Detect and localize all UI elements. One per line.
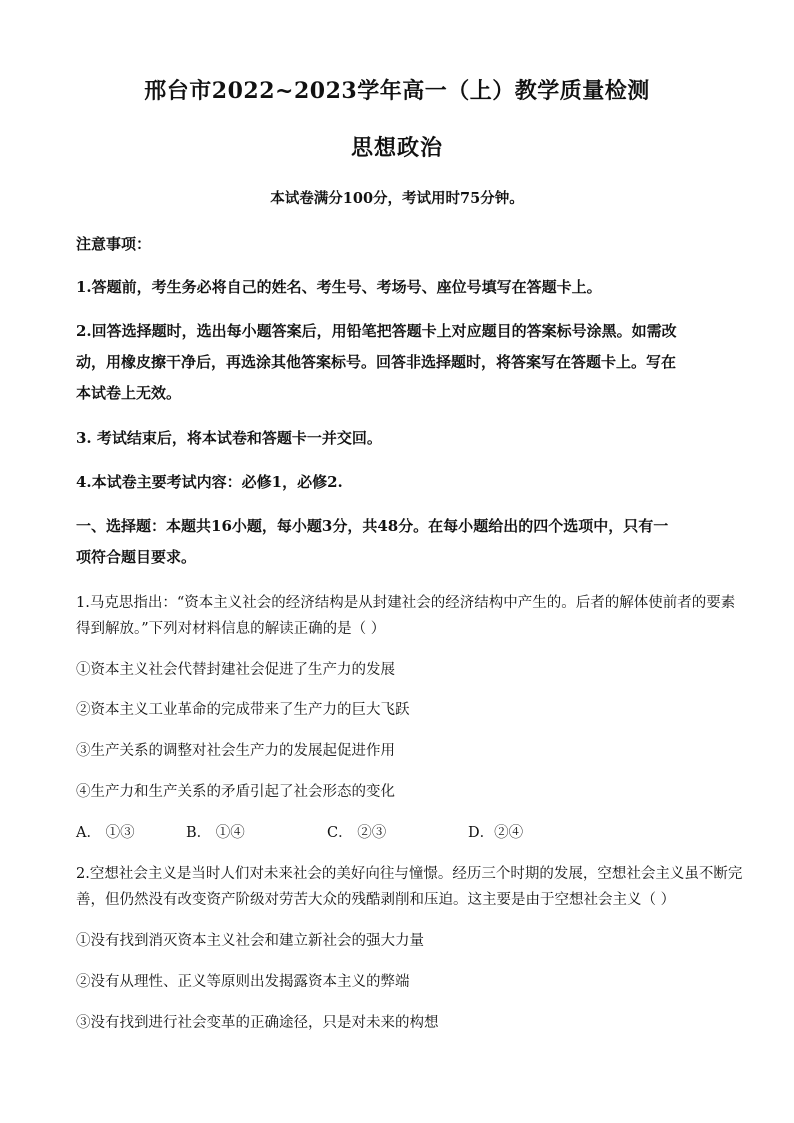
q1-statement-1: ①资本主义社会代替封建社会促进了生产力的发展 [76, 662, 395, 678]
section-heading-line-2: 项符合题目要求。 [76, 548, 197, 566]
q2-statement-2: ②没有从理性、正义等原则出发揭露资本主义的弊端 [76, 974, 410, 990]
notice-item-2-line-3: 本试卷上无效。 [76, 384, 182, 402]
q1-stem-line-2: 得到解放。”下列对材料信息的解读正确的是（ ） [76, 621, 386, 637]
subject-title: 思想政治 [350, 135, 443, 161]
q1-stem-line-1: 1.马克思指出：“资本主义社会的经济结构是从封建社会的经济结构中产生的。后者的解体使前者的要素 [76, 595, 736, 611]
q1-option-b: B． ①④ [186, 825, 245, 841]
notice-item-2-line-2: 动，用橡皮擦干净后，再选涂其他答案标号。回答非选择题时，将答案写在答题卡上。写在 [76, 353, 677, 371]
q1-option-a: A． ①③ [76, 825, 135, 841]
q2-statement-1: ①没有找到消灭资本主义社会和建立新社会的强大力量 [76, 933, 424, 949]
q1-option-c: C． ②③ [327, 825, 387, 841]
q1-statement-3: ③生产关系的调整对社会生产力的发展起促进作用 [76, 743, 395, 759]
q2-stem-line-1: 2.空想社会主义是当时人们对未来社会的美好向往与憧憬。经历三个时期的发展，空想社会主义虽不断完 [76, 866, 743, 882]
q1-statement-4: ④生产力和生产关系的矛盾引起了社会形态的变化 [76, 784, 395, 800]
q1-option-d: D．②④ [468, 825, 524, 841]
notice-item-1: 1.答题前，考生务必将自己的姓名、考生号、考场号、座位号填写在答题卡上。 [76, 278, 602, 296]
notice-item-3: 3. 考试结束后，将本试卷和答题卡一并交回。 [76, 429, 382, 447]
exam-info: 本试卷满分100分，考试用时75分钟。 [270, 190, 524, 207]
q1-statement-2: ②资本主义工业革命的完成带来了生产力的巨大飞跃 [76, 702, 410, 718]
notice-item-4: 4.本试卷主要考试内容：必修1，必修2. [76, 473, 343, 491]
section-heading-line-1: 一、选择题：本题共16小题，每小题3分，共48分。在每小题给出的四个选项中，只有一 [76, 517, 669, 535]
exam-title: 邢台市2022~2023学年高一（上）教学质量检测 [144, 78, 650, 104]
q2-statement-3: ③没有找到进行社会变革的正确途径，只是对未来的构想 [76, 1015, 439, 1031]
notice-heading: 注意事项： [76, 235, 152, 253]
notice-item-2-line-1: 2.回答选择题时，选出每小题答案后，用铅笔把答题卡上对应题目的答案标号涂黑。如需改 [76, 322, 677, 340]
q2-stem-line-2: 善，但仍然没有改变资产阶级对劳苦大众的残酷剥削和压迫。这主要是由于空想社会主义（ ） [76, 892, 676, 908]
